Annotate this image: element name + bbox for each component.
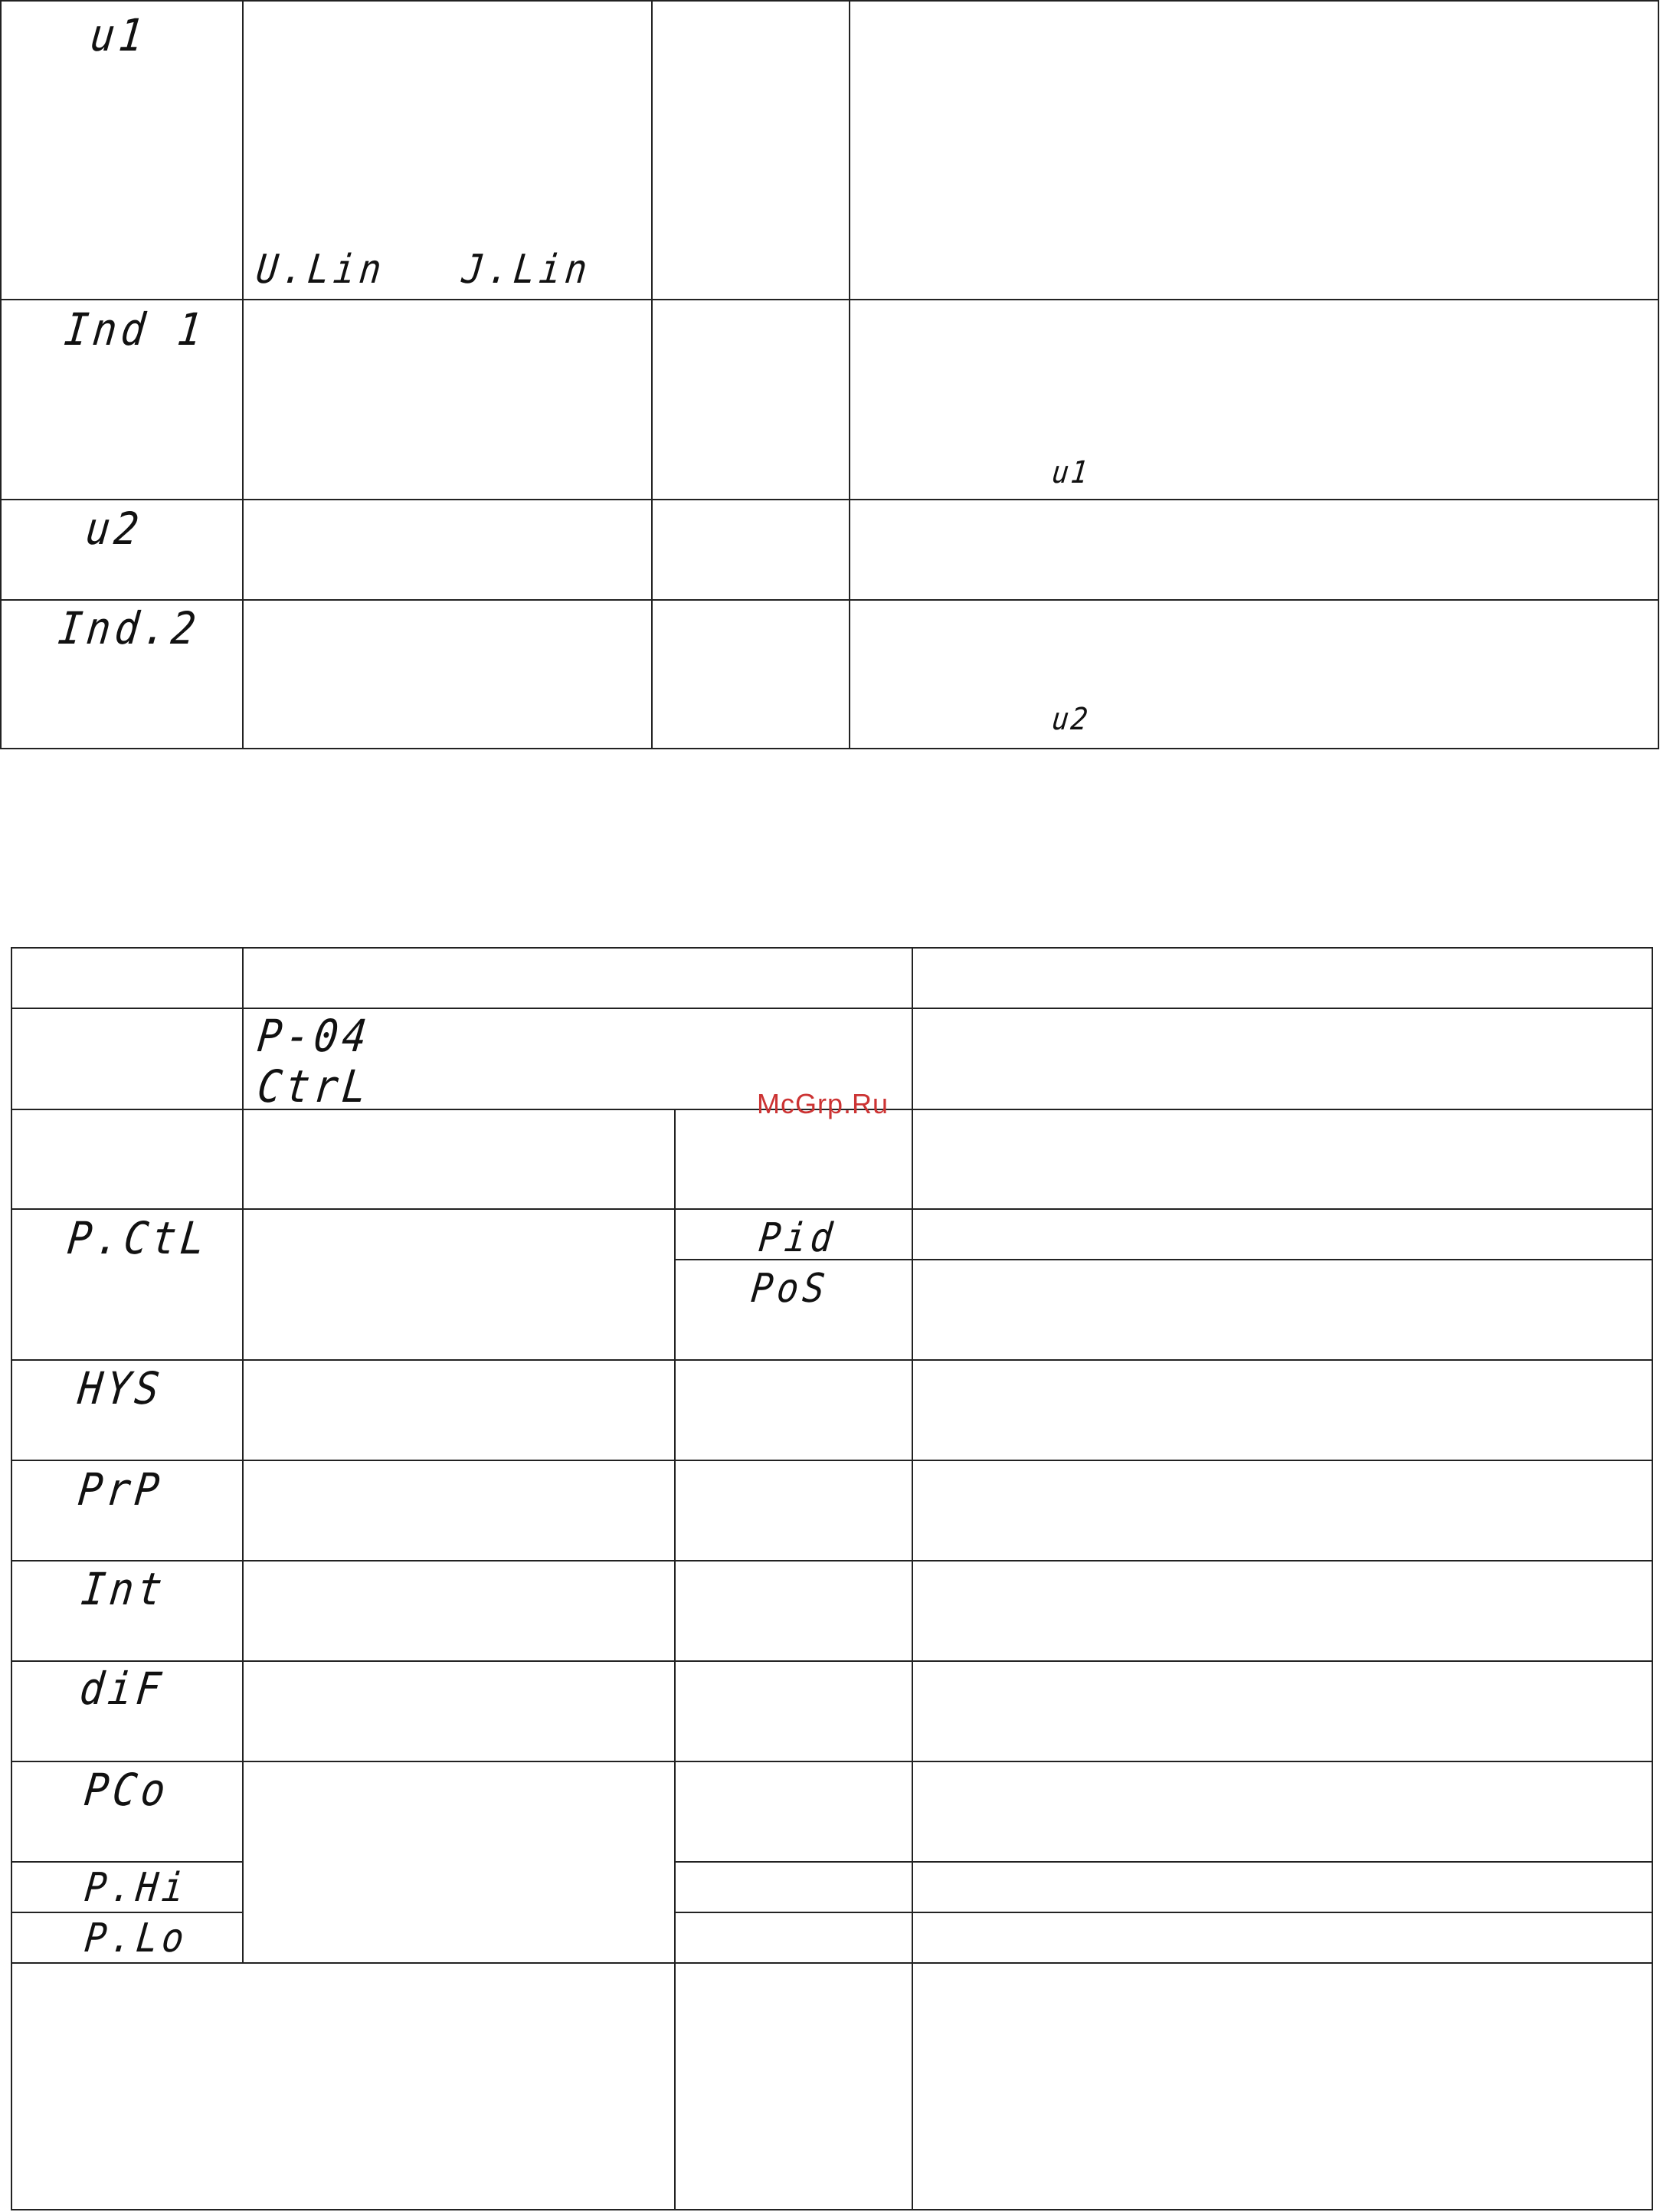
- table-2-row-divider: [11, 1208, 1653, 1210]
- table-2-row-divider: [11, 1660, 1653, 1662]
- table-2-row-divider: [674, 1912, 1653, 1913]
- table-2-row-divider: [11, 1008, 1653, 1009]
- table-2-col-divider: [242, 947, 244, 1964]
- reference-code: u1: [1050, 455, 1092, 490]
- table-2-border-right: [1652, 947, 1653, 2210]
- table-2-row-divider: [11, 1912, 242, 1913]
- table-1-row-divider: [0, 599, 1659, 601]
- table-1-border-bottom: [0, 748, 1659, 749]
- table-2-col-divider: [912, 947, 913, 2210]
- option-value: Pid: [756, 1215, 839, 1261]
- parameter-code: P.Hi: [82, 1865, 191, 1911]
- table-2-border-top: [11, 947, 1653, 949]
- table-2-row-divider: [11, 1460, 1653, 1461]
- table-2-border-bottom: [11, 2209, 1653, 2210]
- table-2-row-divider: [11, 1861, 242, 1863]
- parameter-code: diF: [77, 1663, 168, 1715]
- parameter-code: Int: [78, 1563, 169, 1615]
- parameter-code: P.CtL: [64, 1212, 212, 1264]
- parameter-code: PrP: [75, 1463, 166, 1516]
- table-1-border-top: [0, 0, 1659, 2]
- parameter-code: Ind.2: [55, 602, 203, 654]
- table-1-border-left: [0, 0, 2, 749]
- option-codes: U.Lin J.Lin: [254, 247, 594, 293]
- table-2-row-divider: [11, 1962, 1653, 1964]
- table-1-col-divider: [242, 0, 244, 749]
- table-2-row-divider: [674, 1861, 1653, 1863]
- table-1-row-divider: [0, 299, 1659, 300]
- group-code: P-04: [254, 1010, 374, 1062]
- table-2-row-divider: [11, 1359, 1653, 1361]
- table-1-col-divider: [849, 0, 850, 749]
- parameter-code: PCo: [81, 1764, 172, 1816]
- table-1-col-divider: [651, 0, 653, 749]
- table-2-border-left: [11, 947, 12, 2210]
- table-2-row-divider: [11, 1560, 1653, 1562]
- parameter-code: u1: [87, 9, 150, 61]
- watermark: McGrp.Ru: [757, 1088, 889, 1119]
- parameter-code: Ind 1: [61, 303, 209, 356]
- group-code: CtrL: [254, 1060, 374, 1113]
- table-1-border-right: [1658, 0, 1659, 749]
- reference-code: u2: [1050, 702, 1092, 737]
- table-2-row-divider: [11, 1761, 1653, 1762]
- table-2-col-divider: [674, 1109, 676, 2210]
- parameter-code: P.Lo: [82, 1915, 191, 1961]
- option-value: PoS: [748, 1266, 831, 1312]
- parameter-code: HYS: [75, 1362, 166, 1414]
- table-1-row-divider: [0, 499, 1659, 500]
- parameter-code: u2: [83, 503, 146, 555]
